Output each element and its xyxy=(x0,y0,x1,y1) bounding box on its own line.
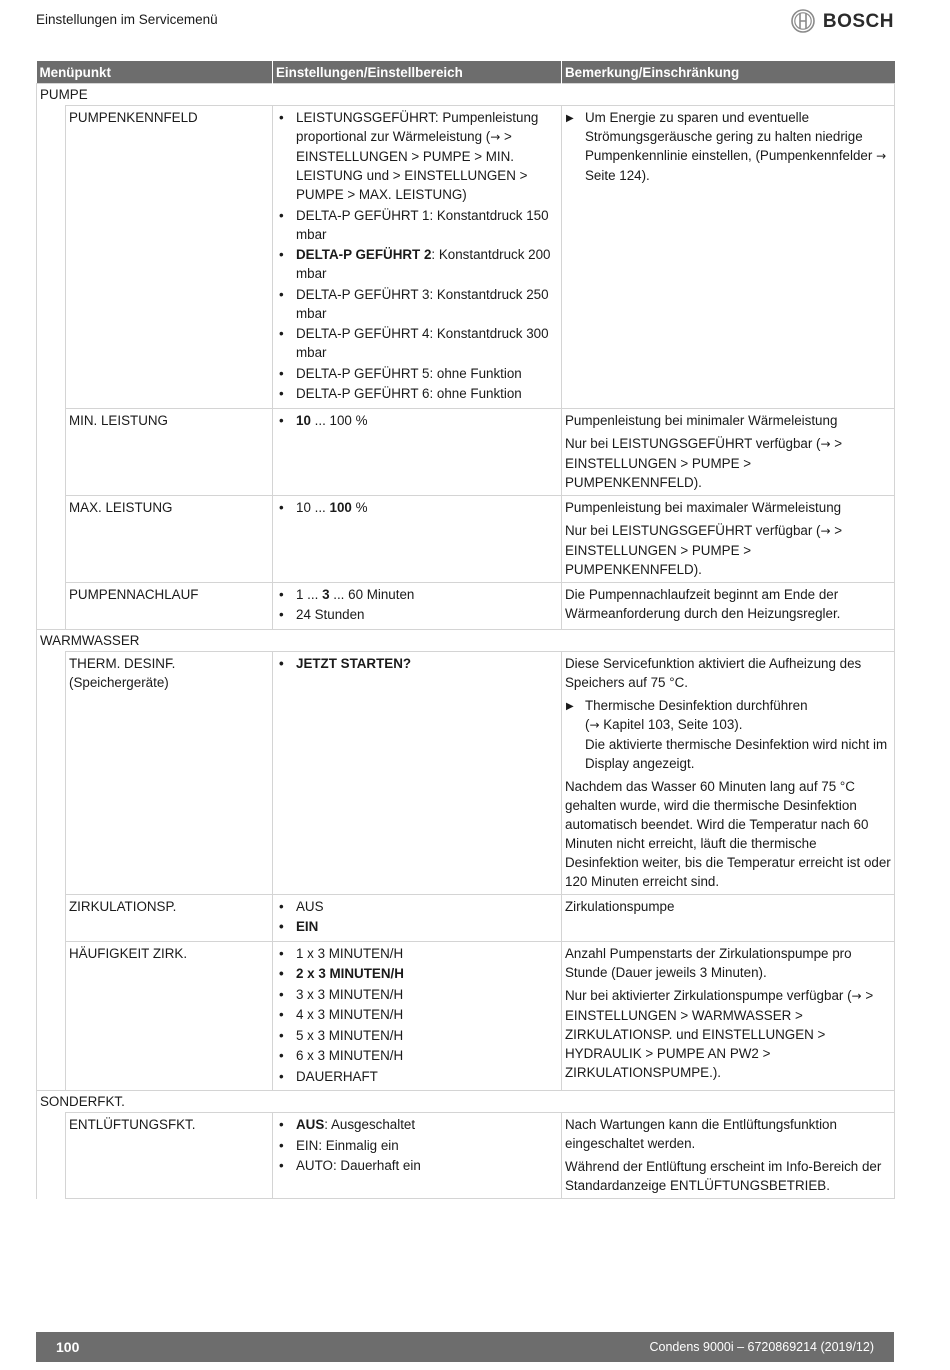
remark-text: Diese Servicefunktion aktiviert die Aufheizung des Speichers auf 75 °C. xyxy=(565,655,862,690)
table-row-therm-desinf xyxy=(37,651,895,894)
list-item: • DELTA-P GEFÜHRT 5: ohne Funktion xyxy=(276,364,558,383)
table-header-row xyxy=(37,61,895,84)
settings-list xyxy=(276,944,558,1086)
settings-cell xyxy=(273,106,562,409)
instruction-step: ▶ Thermische Desinfektion durchführen (→ Kapitel 103, Seite 103). Die aktivierte thermische Desinfektion wird nicht im Display angezeigt. xyxy=(566,697,888,771)
settings-list xyxy=(276,108,558,403)
indent-cell xyxy=(37,582,66,629)
list-item: • 24 Stunden xyxy=(276,605,558,624)
settings-list xyxy=(276,585,558,625)
list-item: • 1 x 3 MINUTEN/H xyxy=(276,944,558,963)
list-item: • JETZT STARTEN? xyxy=(276,654,558,673)
arrow-right-icon: → xyxy=(876,149,887,163)
settings-list xyxy=(276,411,558,430)
page-header xyxy=(36,8,894,36)
menu-item-name: MAX. LEISTUNG xyxy=(66,495,273,582)
settings-list xyxy=(276,1115,558,1175)
list-item: • 2 x 3 MINUTEN/H xyxy=(276,964,558,983)
settings-cell xyxy=(273,495,562,582)
section-row-pumpe xyxy=(37,84,895,106)
menu-item-name: HÄUFIGKEIT ZIRK. xyxy=(66,941,273,1091)
remark-text: Zirkulationspumpe xyxy=(565,898,675,914)
list-item: • DELTA-P GEFÜHRT 2: Konstantdruck 200 mbar xyxy=(276,245,558,283)
list-item: • 10 ... 100 % xyxy=(276,411,558,430)
menu-item-name: PUMPENKENNFELD xyxy=(66,106,273,409)
arrow-right-icon: → xyxy=(851,988,862,1003)
settings-cell xyxy=(273,941,562,1091)
table-row-pumpenkennfeld xyxy=(37,106,895,409)
indent-cell xyxy=(37,408,66,495)
menu-item-name: MIN. LEISTUNG xyxy=(66,408,273,495)
table-row-zirkulationsp xyxy=(37,894,895,941)
indent-cell xyxy=(37,1113,66,1199)
remark-cell xyxy=(562,1113,895,1199)
settings-list xyxy=(276,498,558,517)
indent-cell xyxy=(37,651,66,894)
settings-cell xyxy=(273,894,562,941)
list-item: • DELTA-P GEFÜHRT 4: Konstantdruck 300 mbar xyxy=(276,324,558,362)
section-row-sonderfkt xyxy=(37,1091,895,1113)
indent-cell xyxy=(37,941,66,1091)
table-row-min-leistung xyxy=(37,408,895,495)
remark-text: Nur bei LEISTUNGSGEFÜHRT verfügbar (→ > EINSTELLUNGEN > PUMPE > PUMPENKENNFELD). xyxy=(565,522,843,577)
list-item: • 5 x 3 MINUTEN/H xyxy=(276,1026,558,1045)
remark-text: Nur bei aktivierter Zirkulationspumpe verfügbar (→ > EINSTELLUNGEN > WARMWASSER > ZIRKULATIONSP. und EINSTELLUNGEN > HYDRAULIK > PUMPE AN PW2 > ZIRKULATIONSPUMPE.). xyxy=(565,987,874,1080)
menu-item-name: ZIRKULATIONSP. xyxy=(66,894,273,941)
remark-text: Nur bei LEISTUNGSGEFÜHRT verfügbar (→ > EINSTELLUNGEN > PUMPE > PUMPENKENNFELD). xyxy=(565,435,843,490)
list-item: • DELTA-P GEFÜHRT 3: Konstantdruck 250 mbar xyxy=(276,285,558,323)
column-header-menu-item: Menüpunkt xyxy=(37,61,273,84)
indent-cell xyxy=(37,894,66,941)
list-item: • AUS xyxy=(276,897,558,916)
list-item: • LEISTUNGSGEFÜHRT: Pumpenleistung proportional zur Wärmeleistung (→ > EINSTELLUNGEN > PUMPE > MIN. LEISTUNG und > EINSTELLUNGEN > PUMPE > MAX. LEISTUNG) xyxy=(276,108,558,204)
remark-cell xyxy=(562,106,895,409)
document-info: Condens 9000i – 6720869214 (2019/12) xyxy=(649,1340,874,1354)
column-header-settings: Einstellungen/Einstellbereich xyxy=(273,61,562,84)
remark-cell xyxy=(562,894,895,941)
arrow-right-icon: → xyxy=(589,717,600,732)
remark-cell xyxy=(562,408,895,495)
arrow-right-icon: → xyxy=(820,523,831,538)
indent-cell xyxy=(37,106,66,409)
bosch-armature-icon xyxy=(791,9,815,33)
remark-text: Nachdem das Wasser 60 Minuten lang auf 75 °C gehalten wurde, wird die thermische Desinfektion automatisch beendet. Wird die Temperatur nach 60 Minuten nicht erreicht, läuft die thermische Desinfektion weiter, bis die Temperatur erreicht ist oder 120 Minuten erreicht sind. xyxy=(565,778,891,889)
list-item: • 6 x 3 MINUTEN/H xyxy=(276,1046,558,1065)
menu-item-name: ENTLÜFTUNGSFKT. xyxy=(66,1113,273,1199)
table-row-entlueftungsfkt xyxy=(37,1113,895,1199)
settings-cell xyxy=(273,582,562,629)
list-item: • 1 ... 3 ... 60 Minuten xyxy=(276,585,558,604)
table-row-max-leistung xyxy=(37,495,895,582)
list-item: • EIN: Einmalig ein xyxy=(276,1136,558,1155)
section-row-warmwasser xyxy=(37,629,895,651)
menu-item-name: THERM. DESINF. (Speichergeräte) xyxy=(66,651,273,894)
settings-list xyxy=(276,654,558,673)
remark-cell xyxy=(562,941,895,1091)
list-item: • DELTA-P GEFÜHRT 6: ohne Funktion xyxy=(276,384,558,403)
menu-item-name: PUMPENNACHLAUF xyxy=(66,582,273,629)
settings-cell xyxy=(273,651,562,894)
settings-cell xyxy=(273,1113,562,1199)
list-item: • 10 ... 100 % xyxy=(276,498,558,517)
remark-cell xyxy=(562,495,895,582)
arrow-right-icon: → xyxy=(490,130,501,144)
list-item: • 3 x 3 MINUTEN/H xyxy=(276,985,558,1004)
bosch-logo xyxy=(791,8,894,34)
section-title: SONDERFKT. xyxy=(37,1091,895,1113)
list-item: • EIN xyxy=(276,917,558,936)
list-item: • DAUERHAFT xyxy=(276,1067,558,1086)
instruction-step: ▶ Um Energie zu sparen und eventuelle Strömungsgeräusche gering zu halten niedrige Pumpenkennlinie einstellen, (Pumpenkennfelder → Seite 124). xyxy=(566,110,887,183)
remark-cell xyxy=(562,651,895,894)
settings-list xyxy=(276,897,558,937)
brand-name: BOSCH xyxy=(822,10,894,32)
remark-text: Nach Wartungen kann die Entlüftungsfunktion eingeschaltet werden. xyxy=(565,1117,837,1151)
remark-text: Während der Entlüftung erscheint im Info-Bereich der Standardanzeige ENTLÜFTUNGSBETRIEB. xyxy=(565,1159,882,1193)
settings-cell xyxy=(273,408,562,495)
remark-cell xyxy=(562,582,895,629)
table-row-haeufigkeit-zirk xyxy=(37,941,895,1091)
remark-text: Die Pumpennachlaufzeit beginnt am Ende der Wärmeanforderung durch den Heizungsregler. xyxy=(565,586,841,621)
arrow-right-icon: → xyxy=(820,436,831,451)
page-title: Einstellungen im Servicemenü xyxy=(36,12,218,27)
page-footer xyxy=(36,1332,894,1362)
remark-text: Anzahl Pumpenstarts der Zirkulationspumpe pro Stunde (Dauer jeweils 3 Minuten). xyxy=(565,945,852,980)
list-item: • 4 x 3 MINUTEN/H xyxy=(276,1005,558,1024)
remark-text: Pumpenleistung bei minimaler Wärmeleistung xyxy=(565,412,838,428)
section-title: WARMWASSER xyxy=(37,629,895,651)
column-header-remark: Bemerkung/Einschränkung xyxy=(562,61,895,84)
page-number: 100 xyxy=(56,1339,80,1355)
table-row-pumpennachlauf xyxy=(37,582,895,629)
section-title: PUMPE xyxy=(37,84,895,106)
list-item: • AUTO: Dauerhaft ein xyxy=(276,1156,558,1175)
triangle-right-icon: ▶ xyxy=(566,700,574,712)
list-item: • AUS: Ausgeschaltet xyxy=(276,1115,558,1134)
remark-text: Pumpenleistung bei maximaler Wärmeleistung xyxy=(565,499,842,515)
indent-cell xyxy=(37,495,66,582)
settings-table xyxy=(36,61,895,1199)
list-item: • DELTA-P GEFÜHRT 1: Konstantdruck 150 mbar xyxy=(276,206,558,244)
triangle-right-icon: ▶ xyxy=(566,113,574,124)
